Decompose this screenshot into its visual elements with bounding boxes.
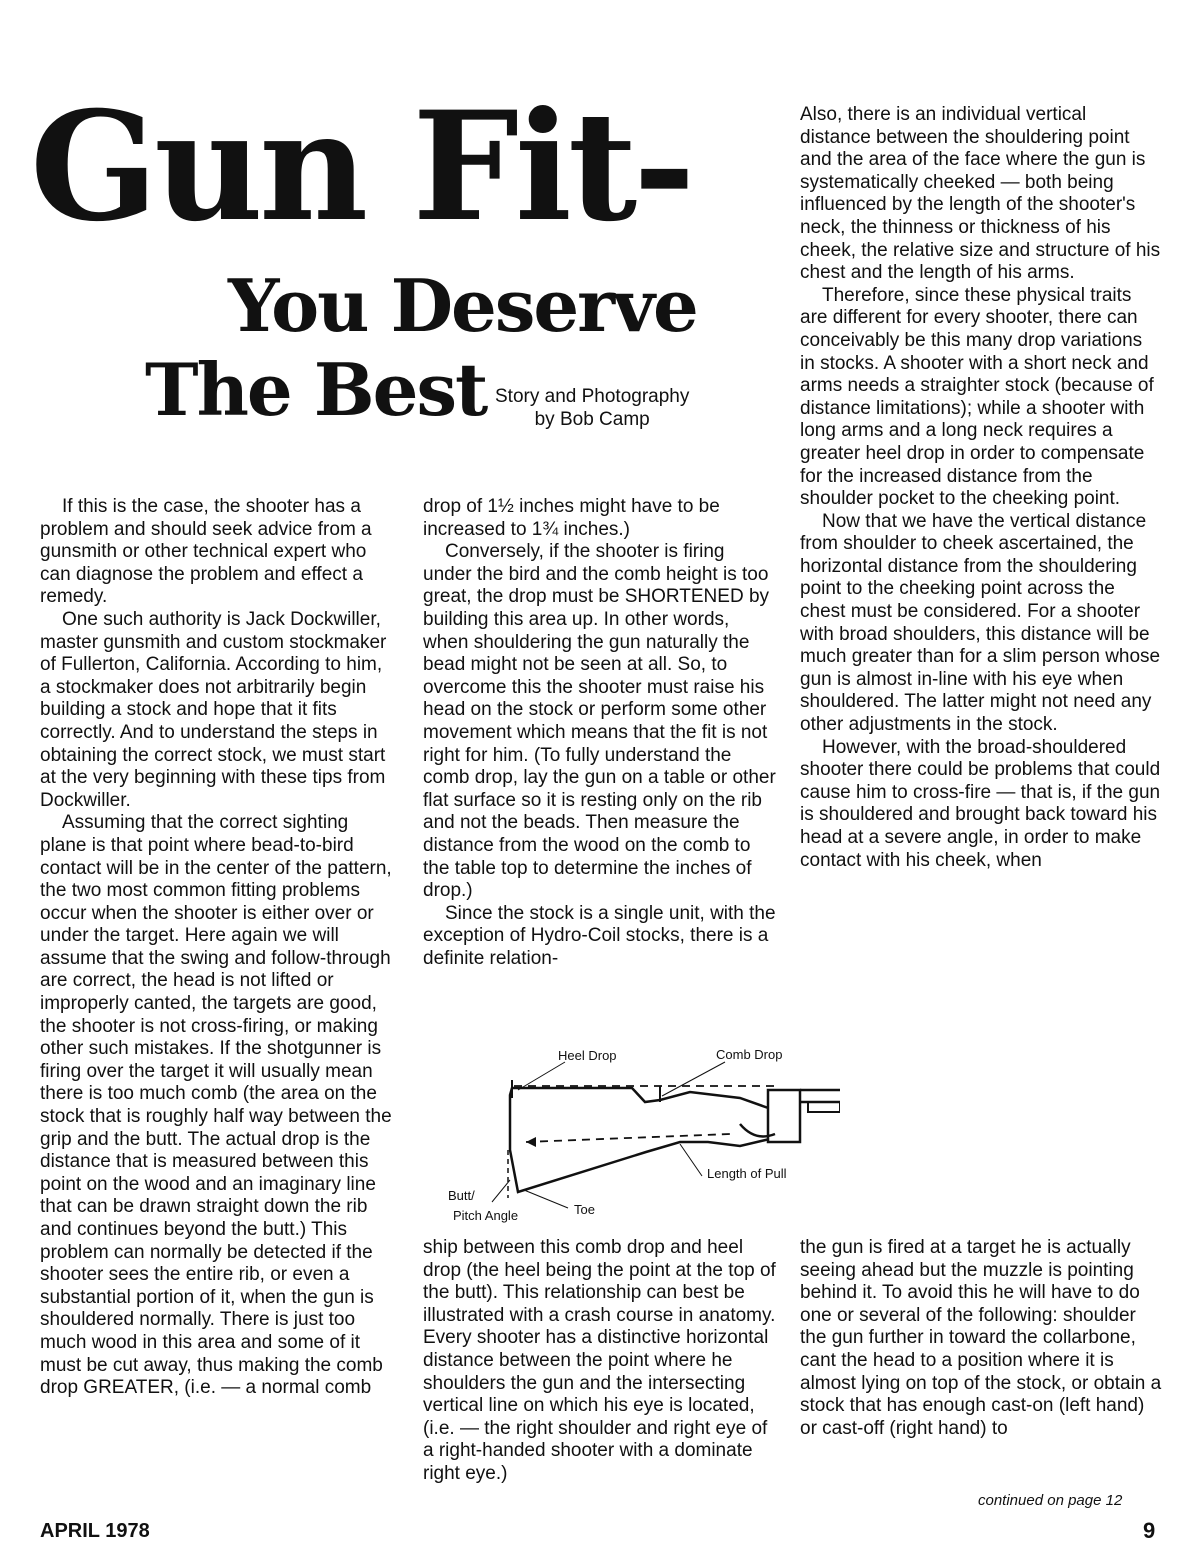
title-main: Gun Fit- [30, 79, 692, 255]
comb-drop-leader [662, 1062, 725, 1096]
paragraph: Assuming that the correct sighting plane is that point where bead-to-bird contact will be in the center of the pattern, the two most common fitting problems occur when the shooter is either over or under the target. Here again we will assume that the swing and follow-through are correct, the head is not lifted or improperly canted, the targets are good, the shooter is not cross-firing, or making other such mistakes. If the shotgunner is firing over the target it will usually mean there is too much comb (the area on the stock that is roughly half way between the grip and the butt. The actual drop is the distance that is measured between this point on the wood and an imaginary line that can be drawn straight down the rib and continues beyond the butt.) This problem can normally be detected if the shooter sees the entire rib, or even a substantial portion of it, when the gun is shouldered normally. There is just too much wood in this area and some of it must be cut away, thus making the comb drop GREATER, (i.e. — a normal comb [40, 812, 392, 1399]
byline-line2: by Bob Camp [534, 409, 650, 430]
label-length-of-pull: Length of Pull [707, 1166, 787, 1181]
paragraph: Conversely, if the shooter is firing under the bird and the comb height is too great, the drop must be SHORTENED by building this area up. In other words, when shouldering the gun naturally the bead might not be seen at all. So, to overcome this the shooter must raise his head on the stock or perform some other movement which means that the fit is not right for him. (To fully understand the comb drop, lay the gun on a table or other flat surface so it is resting only on the rib and not the beads. Then measure the distance from the wood on the comb to the table top to determine the inches of drop.) [423, 541, 776, 902]
paragraph: drop of 1½ inches might have to be increased to 1¾ inches.) [423, 496, 720, 540]
label-pitch-angle: Pitch Angle [453, 1208, 519, 1223]
paragraph: Therefore, since these physical traits are different for every shooter, there can conceivably be this many drop variations in stocks. A shooter with a short neck and arms needs a straighter stock (because of distance limitations); while a shooter with long arms and a long neck requires a greater heel drop in order to compensate for the increased distance from the shoulder pocket to the cheeking point. [800, 284, 1154, 510]
label-comb-drop: Comb Drop [716, 1047, 783, 1062]
stock-diagram [440, 1040, 840, 1230]
paragraph: However, with the broad-shouldered shooter there could be problems that could cause him to cross-fire — that is, if the gun is shouldered and brought back toward his head at a severe angle, in order to make contact with his cheek, when [800, 736, 1161, 871]
paragraph: Now that we have the vertical distance from shoulder to cheek ascertained, the horizontal distance from the shouldering point to the cheeking point across the chest must be considered. For a shooter with broad shoulders, this distance will be much greater than for a slim person whose gun is almost in-line with his eye when shouldered. The latter might not need any other adjustments in the stock. [800, 510, 1161, 736]
pull-leader [680, 1144, 702, 1176]
toe-leader [524, 1190, 568, 1208]
column-3-top [800, 104, 1162, 872]
label-heel-drop: Heel Drop [558, 1048, 617, 1063]
continued-note: continued on page 12 [978, 1492, 1123, 1509]
column-2-top [423, 496, 778, 970]
issue-date: APRIL 1978 [40, 1520, 150, 1542]
column-3-bottom [800, 1237, 1162, 1440]
byline-line1: Story and Photography [495, 386, 690, 407]
paragraph: ship between this comb drop and heel drop (the heel being the point at the top of the butt). This relationship can best be illustrated with a crash course in anatomy. Every shooter has a distinctive horizontal distance between the point where he shoulders the gun and the intersecting vertical line on which his eye is located, (i.e. — the right shoulder and right eye of a right-handed shooter with a dominate right eye.) [423, 1237, 776, 1484]
label-toe: Toe [574, 1202, 595, 1217]
label-butt: Butt/ [448, 1188, 475, 1203]
title-line3: The Best [145, 347, 487, 432]
paragraph: If this is the case, the shooter has a problem and should seek advice from a gunsmith or other technical expert who can diagnose the problem and effect a remedy. [40, 496, 372, 608]
paragraph: the gun is fired at a target he is actually seeing ahead but the muzzle is pointing behind it. To avoid this he will have to do one or several of the following: shoulder the gun further in toward the collarbone, cant the head to a position where it is almost lying on top of the stock, or obtain a stock that has enough cast-on (left hand) or cast-off (right hand) to [800, 1237, 1162, 1439]
page-number: 9 [1143, 1518, 1156, 1543]
paragraph: Since the stock is a single unit, with the exception of Hydro-Coil stocks, there is a definite relation- [423, 902, 776, 969]
paragraph: Also, there is an individual vertical distance between the shouldering point and the area of the face where the gun is systematically cheeked — both being influenced by the length of the shooter's neck, the thinness or thickness of his cheek, the relative size and structure of his chest and the length of his arms. [800, 104, 1161, 284]
column-1 [40, 496, 392, 1400]
receiver-cutout [808, 1102, 840, 1112]
title-line2: You Deserve [228, 263, 697, 348]
byline [495, 385, 689, 431]
paragraph: One such authority is Jack Dockwiller, master gunsmith and custom stockmaker of Fullerton, California. According to him, a stockmaker does not arbitrarily begin building a stock and hope that it fits correctly. And to understand the steps in obtaining the correct stock, we must start at the very beginning with these tips from Dockwiller. [40, 608, 387, 811]
column-2-bottom [423, 1237, 778, 1486]
